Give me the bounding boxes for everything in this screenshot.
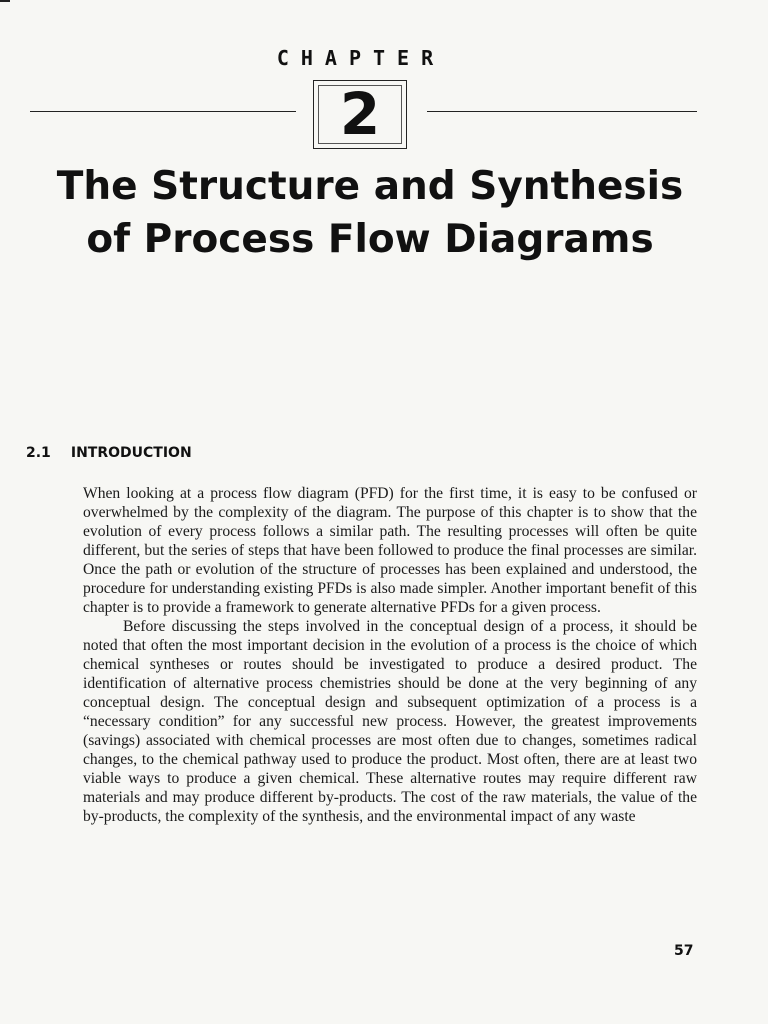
chapter-rule-right	[427, 111, 697, 112]
section-heading	[26, 445, 192, 461]
chapter-label: CHAPTER	[276, 46, 446, 70]
chapter-number: 2	[339, 80, 381, 148]
chapter-title	[30, 160, 710, 266]
chapter-number-box	[313, 80, 407, 149]
page-number: 57	[674, 943, 694, 959]
chapter-rule-left	[30, 111, 296, 112]
section-number: 2.1	[26, 445, 51, 461]
chapter-title-line-2: of Process Flow Diagrams	[86, 217, 654, 262]
chapter-title-line-1: The Structure and Synthesis	[56, 164, 684, 209]
body-text	[83, 484, 697, 826]
section-title: INTRODUCTION	[70, 445, 192, 461]
paragraph-1: When looking at a process flow diagram (PFD) for the first time, it is easy to be confused or overwhelmed by the complexity of the diagram. The purpose of this chapter is to show that the evolution of every process follows a similar path. The resulting processes will often be quite different, but the series of steps that have been followed to produce the final processes are similar. Once the path or evolution of the structure of processes has been explained and understood, the procedure for understanding existing PFDs is also made simpler. Another important benefit of this chapter is to provide a framework to generate alternative PFDs for a given process.	[83, 485, 697, 616]
paragraph-2: Before discussing the steps involved in the conceptual design of a process, it should be noted that often the most important decision in the evolution of a process is the choice of which chemical syntheses or routes should be investigated to produce a desired product. The identification of alternative process chemistries should be done at the very beginning of any conceptual design. The conceptual design and subsequent optimization of a process is a “necessary condition” for any successful new process. However, the greatest improvements (savings) associated with chemical processes are most often due to changes, sometimes radical changes, to the chemical pathway used to produce the product. Most often, there are at least two viable ways to produce a given chemical. These alternative routes may require different raw materials and may produce different by-products. The cost of the raw materials, the value of the by-products, the complexity of the synthesis, and the environmental impact of any waste	[83, 618, 697, 825]
scan-corner-mark	[0, 0, 10, 2]
